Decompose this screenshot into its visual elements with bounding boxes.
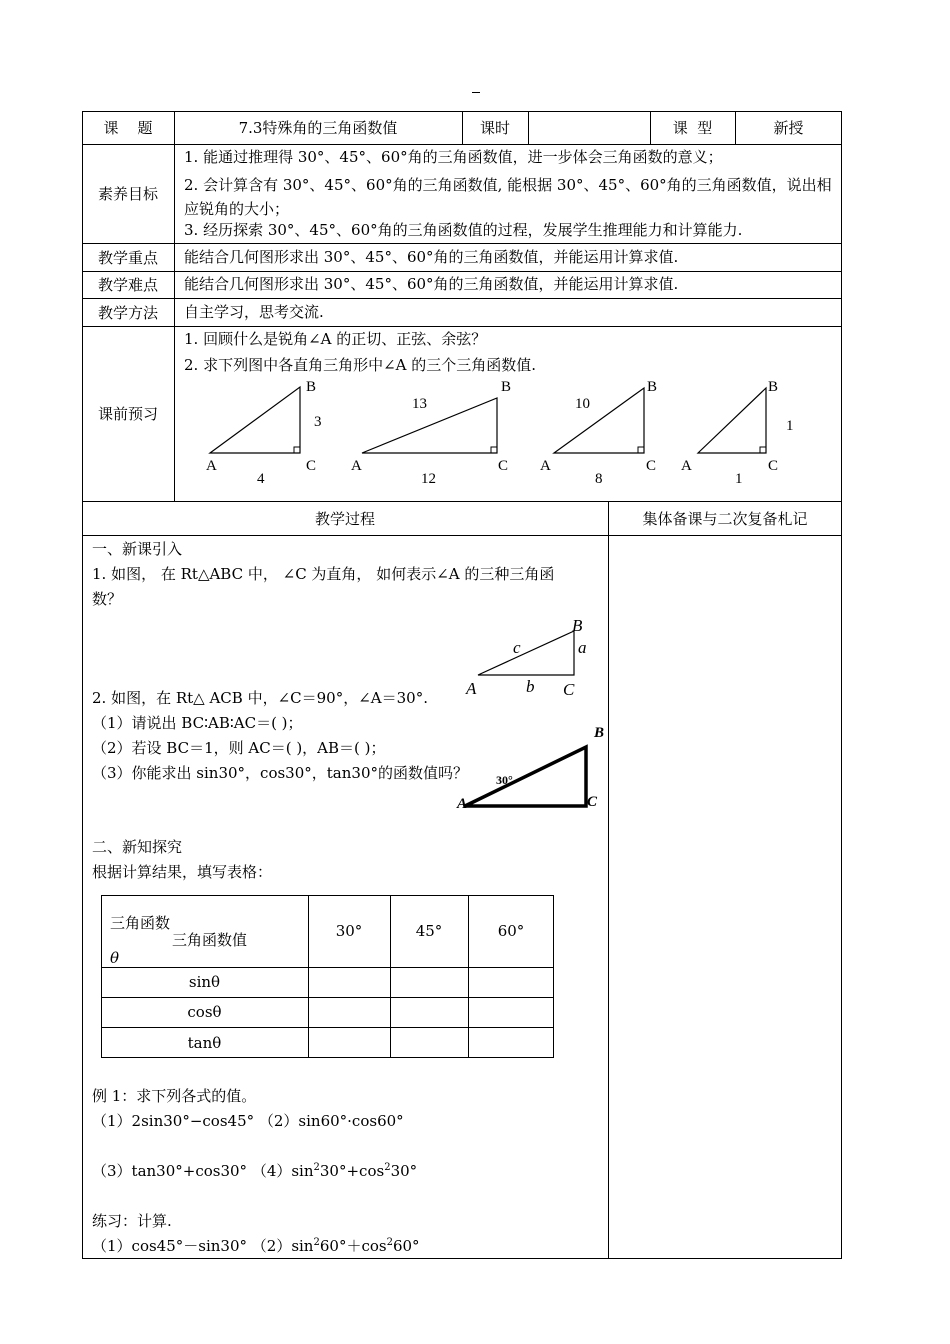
preview-label: 课前预习 bbox=[97, 405, 158, 423]
process-header: 教学过程 bbox=[314, 509, 375, 528]
key-point-label: 教学重点 bbox=[97, 248, 158, 267]
tri3-side1: 10 bbox=[575, 396, 590, 412]
fig1-b: b bbox=[526, 677, 535, 696]
tri4-side1: 1 bbox=[786, 418, 794, 434]
fig2-A: A bbox=[457, 796, 468, 812]
preview-q2: 2. 求下列图中各直角三角形中∠A 的三个三角函数值. bbox=[184, 356, 537, 374]
fig2-C: C bbox=[587, 794, 598, 810]
section2-intro: 根据计算结果，填写表格： bbox=[92, 863, 273, 881]
tri1-B: B bbox=[306, 379, 317, 395]
type-label: 课 型 bbox=[672, 119, 713, 137]
tri3-C: C bbox=[646, 458, 657, 474]
fig1-C: C bbox=[563, 680, 575, 699]
period-label: 课时 bbox=[479, 119, 510, 137]
section1-q1-line2: 数？ bbox=[92, 590, 123, 608]
tri2-A: A bbox=[351, 458, 362, 474]
method-label: 教学方法 bbox=[97, 303, 158, 322]
table-row-tan: tanθ bbox=[187, 1033, 222, 1052]
section1-q2-1: （1）请说出 BC∶AB∶AC＝( )； bbox=[92, 714, 303, 732]
fig2-angle: 30° bbox=[496, 773, 513, 787]
section1-title: 一、新课引入 bbox=[92, 540, 183, 558]
key-point-text: 能结合几何图形求出 30°、45°、60°角的三角函数值，并能运用计算求值. bbox=[184, 248, 679, 266]
practice-title: 练习：计算. bbox=[92, 1212, 172, 1230]
tri2-side1: 13 bbox=[412, 396, 427, 412]
goal-item-3: 3. 经历探索 30°、45°、60°角的三角函数值的过程，发展学生推理能力和计算能力. bbox=[184, 221, 743, 239]
topic-value: 7.3特殊角的三角函数值 bbox=[238, 119, 398, 137]
tri3-side2: 8 bbox=[595, 471, 603, 487]
tri2-side2: 12 bbox=[421, 471, 436, 487]
tri1-side2: 4 bbox=[257, 471, 265, 487]
example-line1: （1）2sin30°−cos45° （2）sin60°·cos60° bbox=[92, 1112, 404, 1130]
fig1-A: A bbox=[466, 679, 477, 698]
section1-q2-2: （2）若设 BC＝1，则 AC＝( )，AB＝( )； bbox=[92, 739, 386, 757]
table-row-sin: sinθ bbox=[188, 973, 221, 991]
tri3-B: B bbox=[647, 379, 658, 395]
tri4-B: B bbox=[768, 379, 779, 395]
tri4-side2: 1 bbox=[735, 471, 743, 487]
table-col-30: 30° bbox=[335, 922, 363, 940]
tri2-C: C bbox=[498, 458, 509, 474]
table-col-60: 60° bbox=[497, 922, 525, 940]
tri4-A: A bbox=[681, 458, 692, 474]
notes-header: 集体备课与二次复备札记 bbox=[642, 509, 808, 528]
fig1-a: a bbox=[578, 638, 587, 657]
table-row-cos: cosθ bbox=[187, 1003, 222, 1021]
section1-q2: 2. 如图，在 Rt△ ACB 中，∠C＝90°，∠A＝30°. bbox=[92, 689, 428, 707]
goals-label: 素养目标 bbox=[97, 185, 158, 203]
goal-item-1: 1. 能通过推理得 30°、45°、60°角的三角函数值，进一步体会三角函数的意义； bbox=[184, 148, 723, 166]
table-corner-mid: 三角函数值 bbox=[172, 931, 248, 949]
method-text: 自主学习，思考交流. bbox=[184, 303, 324, 321]
fig1-B: B bbox=[572, 616, 583, 635]
section1-q2-3: （3）你能求出 sin30°，cos30°，tan30°的函数值吗？ bbox=[92, 764, 468, 782]
tri1-C: C bbox=[306, 458, 317, 474]
tri3-A: A bbox=[540, 458, 551, 474]
table-col-45: 45° bbox=[415, 922, 443, 940]
tri1-side1: 3 bbox=[314, 414, 322, 430]
type-value: 新授 bbox=[773, 119, 804, 137]
section1-q1-line1: 1. 如图， 在 Rt△ABC 中， ∠C 为直角， 如何表示∠A 的三种三角函 bbox=[92, 565, 555, 583]
tri1-A: A bbox=[206, 458, 217, 474]
section2-title: 二、新知探究 bbox=[92, 838, 183, 856]
example-title: 例 1：求下列各式的值。 bbox=[92, 1087, 257, 1105]
example-line2: （3）tan30°+cos30° $(4)\sin^230^\circ+\cos^230^\circ$ bbox=[92, 1162, 418, 1180]
tri4-C: C bbox=[768, 458, 779, 474]
difficulty-text: 能结合几何图形求出 30°、45°、60°角的三角函数值，并能运用计算求值. bbox=[184, 275, 679, 293]
fig2-B: B bbox=[594, 725, 605, 741]
preview-q1: 1. 回顾什么是锐角∠A 的正切、正弦、余弦？ bbox=[184, 330, 487, 348]
topic-label: 课 题 bbox=[103, 119, 153, 137]
fig1-c: c bbox=[513, 638, 521, 657]
tri2-B: B bbox=[501, 379, 512, 395]
goal-item-2: 2. 会计算含有 30°、45°、60°角的三角函数值, 能根据 30°、45°、60°角的三角函数值，说出相应锐角的大小； bbox=[184, 176, 832, 218]
difficulty-label: 教学难点 bbox=[97, 276, 158, 294]
practice-line1: （1）cos45°－sin30° $(2)\sin^260^\circ+\cos^260^\circ$ bbox=[92, 1237, 420, 1255]
table-corner-bottom: θ bbox=[110, 949, 120, 967]
table-corner-top: 三角函数 bbox=[110, 914, 171, 932]
